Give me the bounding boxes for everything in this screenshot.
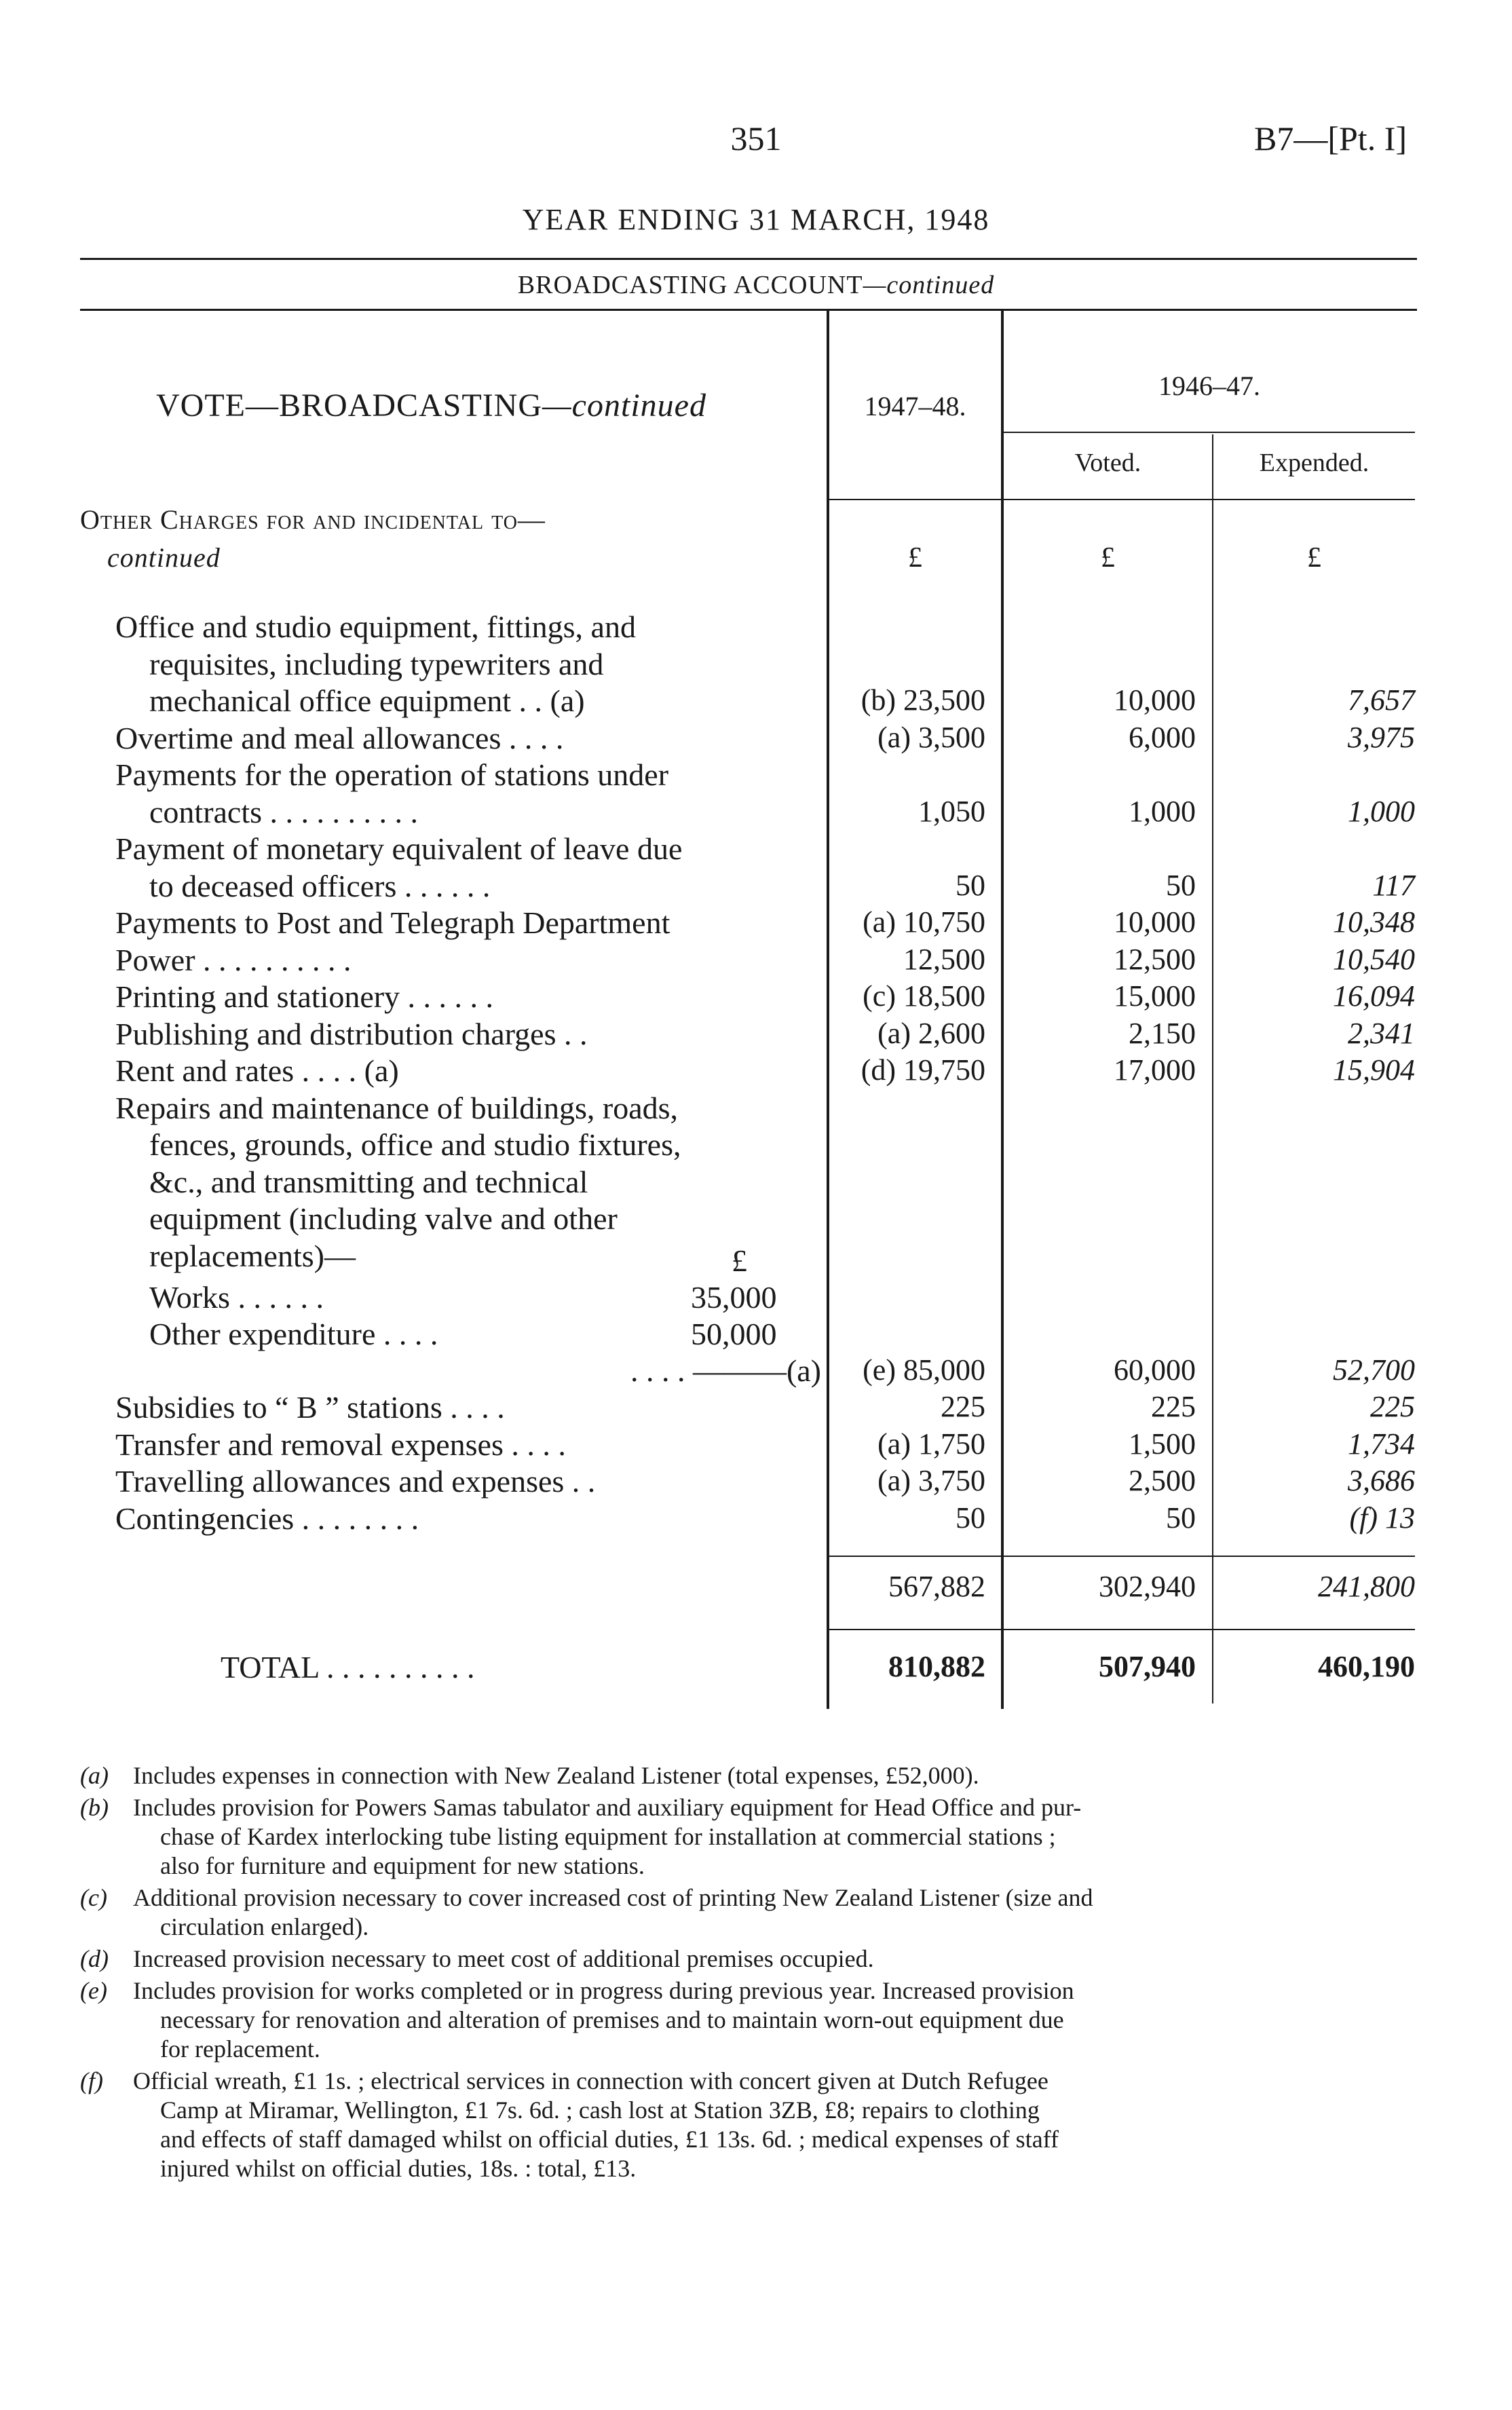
row-7-desc-line-0: Publishing and distribution charges . . — [115, 1016, 588, 1051]
row-11-desc-line-0: Transfer and removal expenses . . . . — [115, 1427, 566, 1462]
rule-1946-split — [1001, 432, 1415, 433]
row-9-desc-line-1: fences, grounds, office and studio fixtures, — [149, 1127, 681, 1162]
row-8-est: (d) 19,750 — [861, 1053, 985, 1087]
row-4-est: (a) 10,750 — [863, 905, 985, 939]
repairs-other-amount: 50,000 — [691, 1317, 777, 1351]
repairs-total-label: . . . . ———(a) — [630, 1353, 821, 1388]
footnote-2 — [80, 1883, 1424, 1942]
row-13-voted: 50 — [1166, 1501, 1196, 1535]
col-header-voted: Voted. — [1074, 449, 1141, 477]
footnote-4-line-1: necessary for renovation and alteration of premises and to maintain worn-out equipment due — [160, 2006, 1064, 2033]
row-6-est: (c) 18,500 — [863, 979, 985, 1013]
repairs-voted: 60,000 — [1114, 1353, 1196, 1387]
row-11-est: (a) 1,750 — [877, 1427, 985, 1461]
total-expended: 460,190 — [1318, 1650, 1415, 1683]
row-4-desc-line-0: Payments to Post and Telegraph Department — [115, 905, 670, 940]
footnote-1 — [80, 1793, 1424, 1881]
row-2-est: 1,050 — [918, 794, 985, 828]
footnote-1-line-1: chase of Kardex interlocking tube listing equipment for installation at commercial stations ; — [160, 1823, 1056, 1850]
row-10-voted: 225 — [1151, 1390, 1196, 1423]
row-2-desc-line-0: Payments for the operation of stations under — [115, 757, 669, 792]
repairs-est: (e) 85,000 — [863, 1353, 985, 1387]
vote-title: VOTE—BROADCASTING—continued — [156, 388, 706, 423]
footnote-2-line-1: circulation enlarged). — [160, 1913, 369, 1940]
footnote-5-line-2: and effects of staff damaged whilst on official duties, £1 13s. 6d. ; medical expenses of staff — [160, 2126, 1059, 2153]
footnote-0 — [80, 1761, 1424, 1790]
row-9-desc-line-0: Repairs and maintenance of buildings, roads, — [115, 1090, 679, 1125]
rule-total — [829, 1629, 1415, 1630]
row-0-desc-line-0: Office and studio equipment, fittings, and — [115, 609, 636, 644]
footnote-1-tag: (b) — [80, 1794, 109, 1821]
row-7-expended: 2,341 — [1348, 1016, 1415, 1050]
footnote-5-line-3: injured whilst on official duties, 18s. : total, £13. — [160, 2155, 637, 2182]
col-header-1947-48: 1947–48. — [864, 391, 966, 421]
footnote-2-line-0: Additional provision necessary to cover increased cost of printing New Zealand Listener (size and — [133, 1884, 1093, 1911]
footnote-3 — [80, 1944, 1424, 1974]
year-heading: YEAR ENDING 31 MARCH, 1948 — [522, 203, 990, 236]
footnote-0-tag: (a) — [80, 1762, 109, 1789]
row-3-desc-line-1: to deceased officers . . . . . . — [149, 868, 491, 903]
row-12-expended: 3,686 — [1348, 1464, 1415, 1497]
row-5-voted: 12,500 — [1114, 942, 1196, 976]
footnote-3-tag: (d) — [80, 1945, 109, 1972]
total-label: TOTAL . . . . . . . . . . — [221, 1650, 475, 1684]
row-6-expended: 16,094 — [1333, 979, 1415, 1013]
repairs-other-label: Other expenditure . . . . — [149, 1317, 438, 1351]
row-9-desc-line-3: equipment (including valve and other — [149, 1201, 618, 1236]
footnote-1-line-0: Includes provision for Powers Samas tabulator and auxiliary equipment for Head Office and pur- — [133, 1794, 1082, 1821]
row-5-desc-line-0: Power . . . . . . . . . . — [115, 942, 352, 977]
row-9-desc-line-2: &c., and transmitting and technical — [149, 1164, 588, 1199]
row-11-voted: 1,500 — [1129, 1427, 1196, 1461]
row-6-desc-line-0: Printing and stationery . . . . . . — [115, 979, 494, 1014]
row-0-desc-line-1: requisites, including typewriters and — [149, 646, 604, 681]
row-13-expended: (f) 13 — [1349, 1501, 1415, 1535]
row-8-voted: 17,000 — [1114, 1053, 1196, 1087]
row-13-est: 50 — [956, 1501, 985, 1535]
total-est: 810,882 — [888, 1650, 985, 1683]
row-8-desc-line-0: Rent and rates . . . . (a) — [115, 1053, 399, 1088]
col-header-expended: Expended. — [1259, 449, 1369, 477]
row-9-desc-line-4: replacements)— — [149, 1238, 356, 1273]
currency-expended: £ — [1307, 542, 1321, 573]
subtotal-est: 567,882 — [888, 1570, 985, 1603]
rule-header-bottom — [828, 499, 1415, 500]
footnote-3-line-0: Increased provision necessary to meet cost of additional premises occupied. — [133, 1945, 874, 1972]
footnote-0-line-0: Includes expenses in connection with New Zealand Listener (total expenses, £52,000). — [133, 1762, 979, 1789]
row-1-expended: 3,975 — [1348, 720, 1415, 754]
row-3-voted: 50 — [1166, 868, 1196, 902]
footnote-4-line-0: Includes provision for works completed or in progress during previous year. Increased provision — [133, 1977, 1074, 2004]
row-3-desc-line-0: Payment of monetary equivalent of leave due — [115, 831, 683, 866]
footnote-1-line-2: also for furniture and equipment for new stations. — [160, 1852, 645, 1879]
row-12-est: (a) 3,750 — [877, 1464, 985, 1497]
row-3-expended: 117 — [1372, 868, 1415, 902]
repairs-currency: £ — [732, 1243, 747, 1278]
row-2-voted: 1,000 — [1129, 794, 1196, 828]
row-10-expended: 225 — [1370, 1390, 1415, 1423]
page-reference: B7—[Pt. I] — [1254, 119, 1407, 157]
footnote-2-tag: (c) — [80, 1884, 107, 1911]
footnote-4-tag: (e) — [80, 1977, 107, 2004]
row-4-voted: 10,000 — [1114, 905, 1196, 939]
row-10-desc-line-0: Subsidies to “ B ” stations . . . . — [115, 1390, 505, 1425]
footnote-5-line-1: Camp at Miramar, Wellington, £1 7s. 6d. ; cash lost at Station 3ZB, £8; repairs to clothing — [160, 2096, 1040, 2124]
row-0-est: (b) 23,500 — [861, 683, 985, 717]
currency-voted: £ — [1101, 542, 1115, 573]
row-2-desc-line-1: contracts . . . . . . . . . . — [149, 794, 419, 829]
row-5-expended: 10,540 — [1333, 942, 1415, 976]
row-1-desc-line-0: Overtime and meal allowances . . . . — [115, 720, 564, 755]
row-0-desc-line-2: mechanical office equipment . . (a) — [149, 683, 585, 718]
total-voted: 507,940 — [1099, 1650, 1196, 1683]
rule-top — [80, 258, 1417, 260]
footnote-5-line-0: Official wreath, £1 1s. ; electrical services in connection with concert given at Dutch Refugee — [133, 2067, 1048, 2094]
subtotal-expended: 241,800 — [1318, 1570, 1415, 1603]
row-12-voted: 2,500 — [1129, 1464, 1196, 1497]
col-header-1946-47: 1946–47. — [1158, 371, 1260, 401]
account-heading: BROADCASTING ACCOUNT—continued — [517, 271, 995, 299]
row-7-est: (a) 2,600 — [877, 1016, 985, 1050]
row-0-expended: 7,657 — [1348, 683, 1415, 717]
footnote-5 — [80, 2067, 1424, 2183]
row-1-est: (a) 3,500 — [877, 720, 985, 754]
row-2-expended: 1,000 — [1348, 794, 1415, 828]
row-8-expended: 15,904 — [1333, 1053, 1415, 1087]
repairs-works-amount: 35,000 — [691, 1280, 777, 1315]
row-6-voted: 15,000 — [1114, 979, 1196, 1013]
currency-1947-48: £ — [908, 542, 922, 573]
subtotal-voted: 302,940 — [1099, 1570, 1196, 1603]
footnote-5-tag: (f) — [80, 2067, 103, 2094]
footnote-4-line-2: for replacement. — [160, 2035, 320, 2063]
row-3-est: 50 — [956, 868, 985, 902]
rule-account — [80, 309, 1417, 311]
row-13-desc-line-0: Contingencies . . . . . . . . — [115, 1501, 419, 1536]
row-10-est: 225 — [941, 1390, 985, 1423]
row-11-expended: 1,734 — [1348, 1427, 1415, 1461]
row-7-voted: 2,150 — [1129, 1016, 1196, 1050]
row-4-expended: 10,348 — [1333, 905, 1415, 939]
page-number: 351 — [730, 119, 782, 157]
row-0-voted: 10,000 — [1114, 683, 1196, 717]
repairs-works-label: Works . . . . . . — [149, 1280, 324, 1315]
rule-subtotal — [829, 1556, 1415, 1557]
row-12-desc-line-0: Travelling allowances and expenses . . — [115, 1464, 596, 1499]
repairs-expended: 52,700 — [1333, 1353, 1415, 1387]
row-1-voted: 6,000 — [1129, 720, 1196, 754]
section-heading: Other Charges for and incidental to— continued — [80, 504, 546, 573]
footnote-4 — [80, 1976, 1424, 2064]
row-5-est: 12,500 — [903, 942, 985, 976]
